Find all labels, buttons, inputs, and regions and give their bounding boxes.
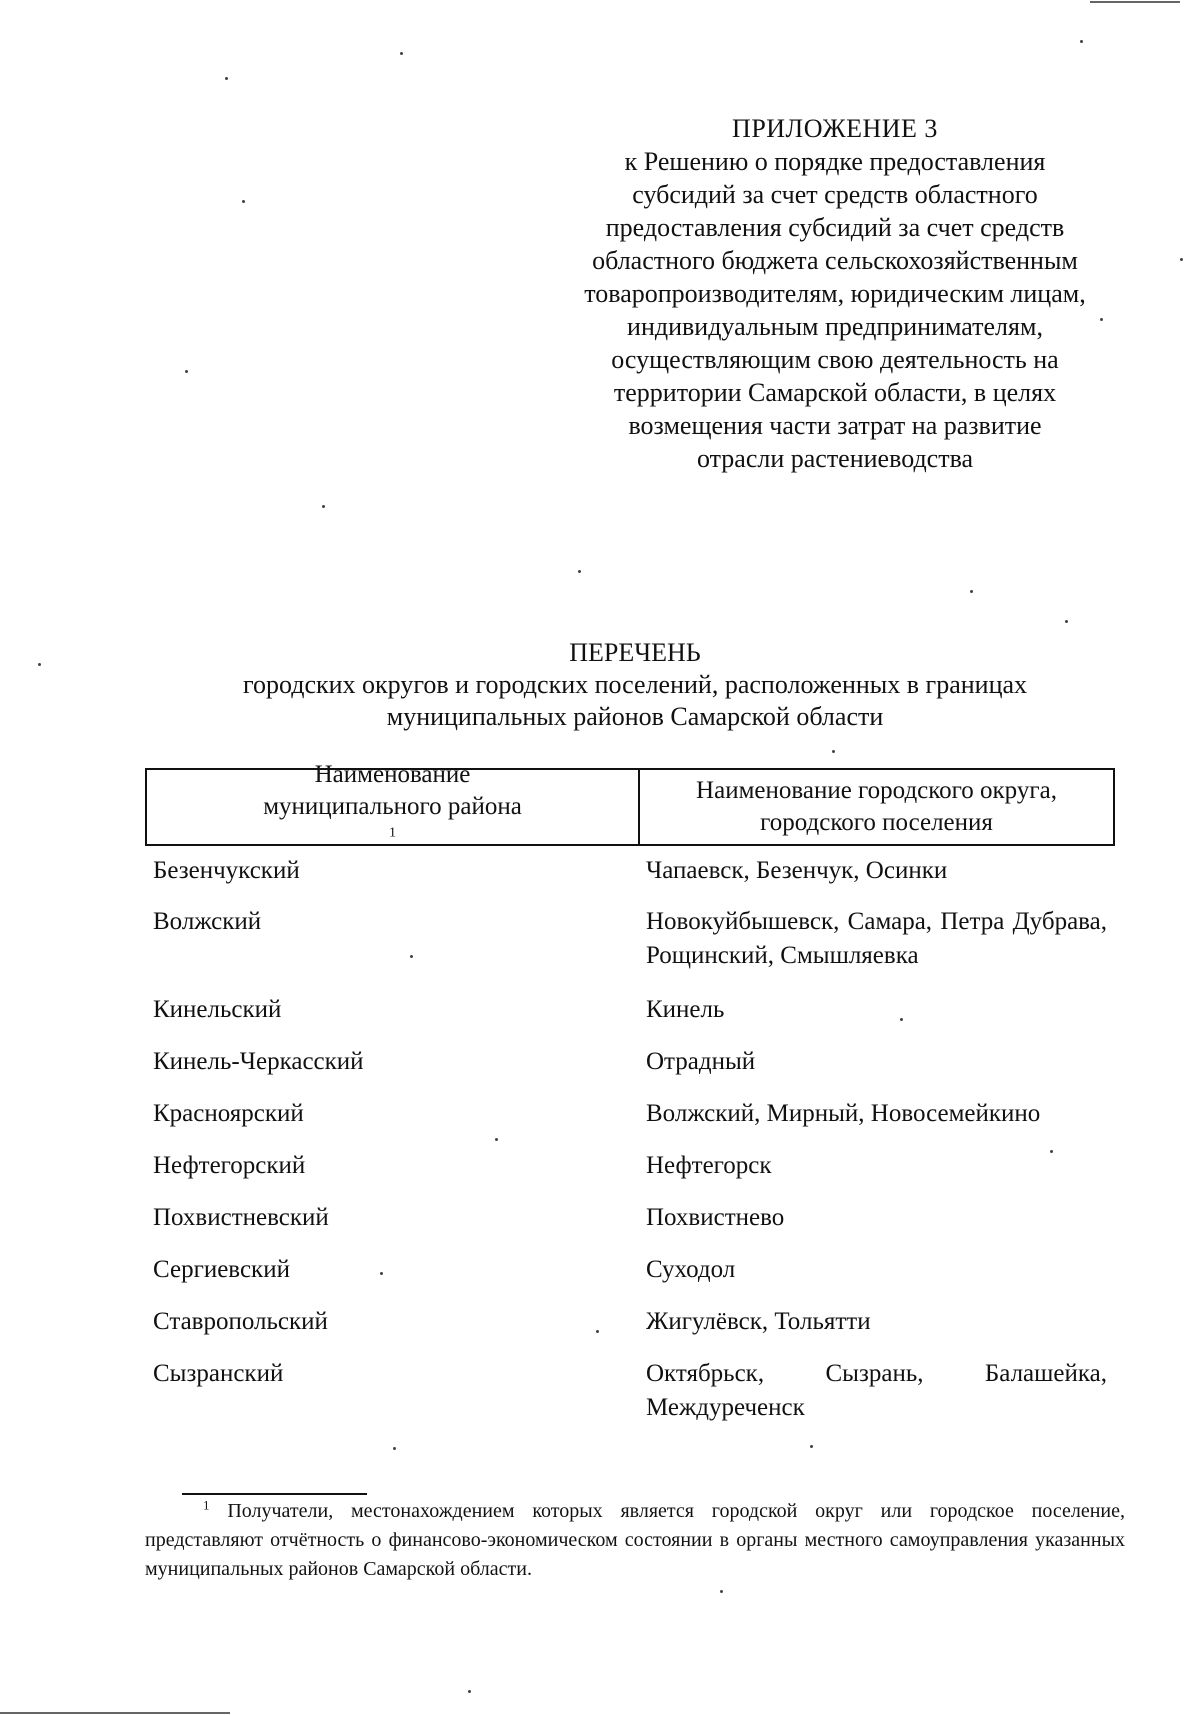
appendix-line: товаропроизводителям, юридическим лицам, (584, 279, 1086, 308)
settlements-cell: Нефтегорск (646, 1152, 772, 1179)
settlements-cell: Похвистнево (646, 1204, 785, 1231)
header-district-line2: муниципального района (263, 793, 522, 820)
appendix-line: индивидуальным предпринимателям, (627, 312, 1043, 341)
header-settlement-line2: городского поселения (760, 809, 993, 836)
scan-speck (1180, 258, 1183, 261)
table-row (145, 1097, 1115, 1131)
scan-speck (1050, 1150, 1053, 1153)
header-settlement-line1: Наименование городского округа, (696, 777, 1057, 804)
table-header (145, 761, 1115, 846)
scan-speck (185, 370, 188, 373)
table-row (145, 1357, 1115, 1425)
district-cell: Волжский (153, 908, 262, 935)
district-cell: Сызранский (153, 1360, 284, 1387)
list-heading (145, 637, 1125, 733)
table-row (145, 854, 1115, 888)
scan-speck (810, 1445, 813, 1448)
header-district-line2-wrap (263, 791, 522, 855)
settlements-cell: Отрадный (646, 1048, 756, 1075)
scan-speck (1100, 318, 1103, 321)
district-cell: Кинель-Черкасский (153, 1048, 364, 1075)
settlements-cell: Жигулёвск, Тольятти (646, 1308, 871, 1335)
appendix-line: областного бюджета сельскохозяйственным (592, 246, 1078, 275)
table-row (145, 993, 1115, 1027)
settlements-cell: Октябрьск, Сызрань, Балашейка, Междуреченск (646, 1360, 1107, 1421)
footnote-mark: 1 (203, 1497, 210, 1513)
scan-speck (1065, 620, 1068, 623)
header-district-line1: Наименование (314, 761, 471, 788)
header-settlement-column (640, 770, 1113, 844)
table-row (145, 1201, 1115, 1235)
district-cell: Сергиевский (153, 1256, 290, 1283)
scan-speck (468, 1690, 471, 1693)
settlements-cell: Новокуйбышевск, Самара, Петра Дубрава, Рощинский, Смышляевка (646, 908, 1107, 969)
appendix-line: отрасли растениеводства (696, 444, 974, 473)
appendix-header (540, 112, 1130, 475)
districts-table (145, 761, 1115, 1425)
scan-speck (322, 505, 325, 508)
scan-speck (900, 1018, 903, 1021)
appendix-line: возмещения части затрат на развитие (628, 411, 1042, 440)
scan-speck (225, 77, 228, 80)
table-row (145, 1253, 1115, 1287)
scan-edge-mark (1090, 1, 1180, 3)
table-body (145, 854, 1115, 1425)
scan-speck (380, 1272, 383, 1275)
table-row (145, 1045, 1115, 1079)
district-cell: Нефтегорский (153, 1152, 306, 1179)
list-subtitle-line2: муниципальных районов Самарской области (386, 702, 884, 731)
scan-speck (393, 1447, 396, 1450)
scan-speck (720, 1590, 723, 1593)
list-subtitle-line1: городских округов и городских поселений, расположенных в границах (242, 670, 1028, 699)
appendix-line: предоставления субсидий за счет средств (605, 213, 1065, 242)
appendix-line: к Решению о порядке предоставления (624, 147, 1046, 176)
scan-speck (1080, 40, 1083, 43)
scan-speck (970, 590, 973, 593)
table-row (145, 905, 1115, 973)
footnote (145, 1497, 1125, 1584)
scan-speck (596, 1330, 599, 1333)
district-cell: Безенчукский (153, 857, 300, 884)
header-district-column (147, 761, 640, 844)
scan-speck (495, 1138, 498, 1141)
table-row (145, 1305, 1115, 1339)
table-row (145, 1149, 1115, 1183)
footnote-text: Получатели, местонахождением которых является городской округ или городское поселение, представляют отчётность о финансово-экономическом состоянии в органы местного самоуправления указанных муниципальных районов Самарской области. (145, 1500, 1125, 1580)
scan-speck (832, 750, 835, 753)
district-cell: Кинельский (153, 996, 282, 1023)
appendix-title: ПРИЛОЖЕНИЕ 3 (732, 114, 938, 143)
scan-speck (578, 570, 581, 573)
footnote-divider (182, 1493, 367, 1495)
footnote-reference: 1 (389, 825, 396, 841)
appendix-line: осуществляющим свою деятельность на (611, 345, 1059, 374)
settlements-cell: Чапаевск, Безенчук, Осинки (646, 857, 948, 884)
scan-speck (38, 663, 41, 666)
district-cell: Красноярский (153, 1100, 304, 1127)
scan-speck (242, 200, 245, 203)
list-title: ПЕРЕЧЕНЬ (569, 638, 701, 667)
scan-speck (400, 52, 403, 55)
settlements-cell: Волжский, Мирный, Новосемейкино (646, 1100, 1041, 1127)
appendix-line: территории Самарской области, в целях (613, 378, 1057, 407)
scan-edge-mark (0, 1712, 230, 1714)
appendix-line: субсидий за счет средств областного (632, 180, 1038, 209)
district-cell: Ставропольский (153, 1308, 328, 1335)
settlements-cell: Суходол (646, 1256, 736, 1283)
scan-speck (410, 955, 413, 958)
settlements-cell: Кинель (646, 996, 725, 1023)
district-cell: Похвистневский (153, 1204, 329, 1231)
